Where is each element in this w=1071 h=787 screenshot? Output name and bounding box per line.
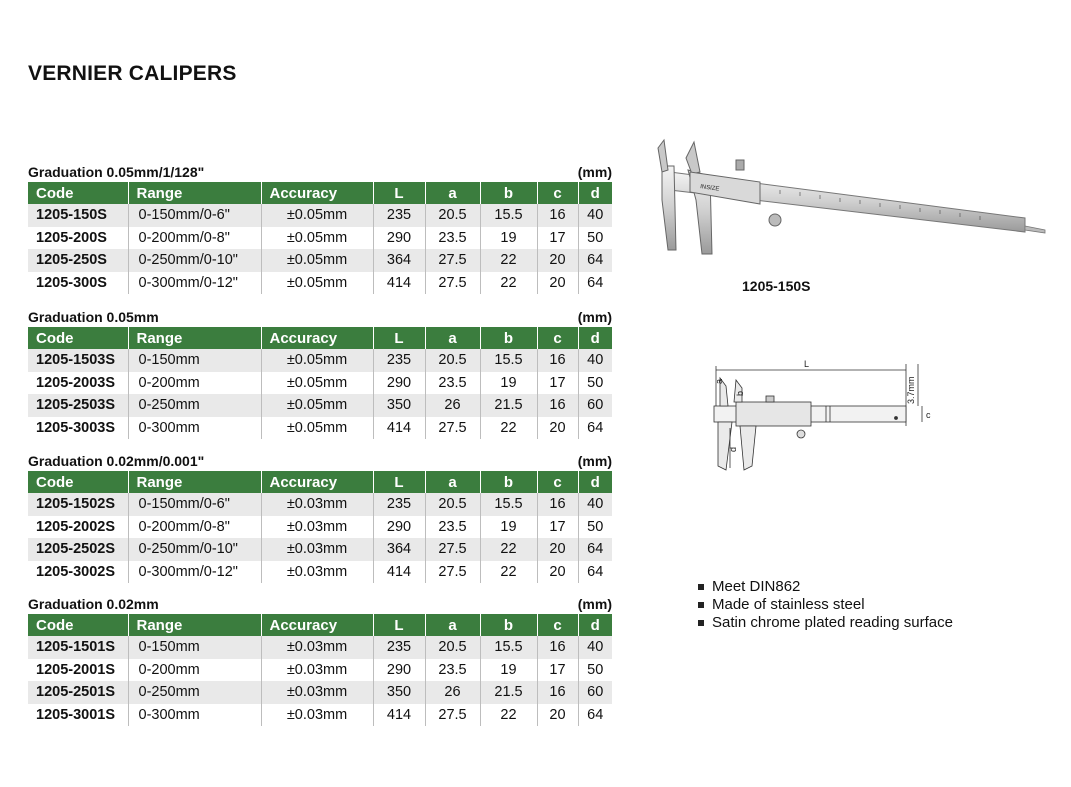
table-cell: 19 (480, 516, 537, 539)
table-header-row (28, 471, 612, 493)
table-row (28, 659, 612, 682)
table-cell: 364 (373, 249, 425, 272)
column-header: a (425, 471, 480, 493)
table-cell: 235 (373, 636, 425, 659)
table-cell: 27.5 (425, 561, 480, 584)
graduation-label: Graduation 0.05mm/1/128" (28, 164, 205, 180)
table-cell: 290 (373, 227, 425, 250)
table-cell: ±0.03mm (261, 538, 373, 561)
table-cell: 0-300mm (128, 417, 261, 440)
column-header: Range (128, 327, 261, 349)
bullet-icon (698, 620, 704, 626)
brand-mark: INSIZE (699, 184, 720, 193)
feature-text: Made of stainless steel (712, 596, 865, 613)
unit-label: (mm) (577, 453, 612, 469)
table-cell: 27.5 (425, 417, 480, 440)
table-cell: 50 (578, 372, 612, 395)
label-d: d (728, 446, 738, 452)
column-header: d (578, 471, 612, 493)
table-cell: 20.5 (425, 349, 480, 372)
label-thickness: 3.7mm (906, 376, 916, 404)
column-header: Code (28, 614, 128, 636)
table-cell: 0-200mm/0-8" (128, 227, 261, 250)
table-cell: 22 (480, 417, 537, 440)
table-row (28, 538, 612, 561)
table-cell: ±0.05mm (261, 227, 373, 250)
table-cell: 0-250mm/0-10" (128, 249, 261, 272)
table-cell: 64 (578, 249, 612, 272)
section-header (28, 160, 612, 182)
table-cell: 20 (537, 272, 578, 295)
table-cell: ±0.05mm (261, 417, 373, 440)
spec-section (28, 160, 612, 294)
table-row (28, 417, 612, 440)
table-cell: 414 (373, 704, 425, 727)
table-cell: 23.5 (425, 659, 480, 682)
table-row (28, 516, 612, 539)
code-cell: 1205-2501S (28, 681, 128, 704)
table-cell: 40 (578, 349, 612, 372)
code-cell: 1205-1503S (28, 349, 128, 372)
table-cell: 0-300mm (128, 704, 261, 727)
column-header: Accuracy (261, 471, 373, 493)
column-header: Code (28, 471, 128, 493)
table-row (28, 636, 612, 659)
table-row (28, 493, 612, 516)
table-cell: 21.5 (480, 681, 537, 704)
table-cell: ±0.03mm (261, 659, 373, 682)
column-header: L (373, 327, 425, 349)
table-cell: 0-200mm/0-8" (128, 516, 261, 539)
feature-text: Meet DIN862 (712, 578, 801, 595)
table-cell: ±0.03mm (261, 704, 373, 727)
table-cell: 26 (425, 681, 480, 704)
column-header: b (480, 614, 537, 636)
table-cell: 0-300mm/0-12" (128, 272, 261, 295)
page-title: VERNIER CALIPERS (28, 62, 237, 85)
table-cell: 20 (537, 704, 578, 727)
label-a: a (714, 378, 724, 384)
column-header: d (578, 327, 612, 349)
spec-table (28, 614, 612, 726)
column-header: d (578, 182, 612, 204)
code-cell: 1205-3001S (28, 704, 128, 727)
table-cell: 350 (373, 394, 425, 417)
table-cell: 20 (537, 417, 578, 440)
section-header (28, 449, 612, 471)
table-cell: 290 (373, 372, 425, 395)
table-cell: 414 (373, 272, 425, 295)
table-row (28, 681, 612, 704)
code-cell: 1205-150S (28, 204, 128, 227)
table-cell: 22 (480, 249, 537, 272)
graduation-label: Graduation 0.02mm/0.001" (28, 453, 205, 469)
table-cell: 26 (425, 394, 480, 417)
table-cell: 50 (578, 659, 612, 682)
table-cell: 60 (578, 681, 612, 704)
table-cell: ±0.03mm (261, 516, 373, 539)
table-header-row (28, 614, 612, 636)
label-c: c (926, 410, 931, 420)
table-cell: 40 (578, 204, 612, 227)
caliper-dimension-diagram-icon (696, 356, 941, 478)
column-header: a (425, 614, 480, 636)
table-cell: ±0.05mm (261, 249, 373, 272)
table-cell: 64 (578, 538, 612, 561)
spec-section (28, 305, 612, 439)
column-header: c (537, 182, 578, 204)
graduation-label: Graduation 0.02mm (28, 596, 159, 612)
table-cell: 40 (578, 636, 612, 659)
column-header: Range (128, 614, 261, 636)
table-cell: 50 (578, 516, 612, 539)
table-cell: 22 (480, 561, 537, 584)
table-cell: 64 (578, 417, 612, 440)
code-cell: 1205-2503S (28, 394, 128, 417)
table-cell: 16 (537, 349, 578, 372)
column-header: Code (28, 182, 128, 204)
table-header-row (28, 182, 612, 204)
table-cell: 0-150mm (128, 349, 261, 372)
column-header: c (537, 471, 578, 493)
column-header: a (425, 327, 480, 349)
table-header-row (28, 327, 612, 349)
feature-item (698, 614, 953, 632)
column-header: L (373, 182, 425, 204)
table-cell: 23.5 (425, 372, 480, 395)
table-row (28, 394, 612, 417)
table-cell: 19 (480, 659, 537, 682)
label-b: b (735, 390, 745, 396)
table-cell: ±0.03mm (261, 561, 373, 584)
table-cell: 27.5 (425, 249, 480, 272)
column-header: Accuracy (261, 614, 373, 636)
code-cell: 1205-300S (28, 272, 128, 295)
table-cell: 22 (480, 538, 537, 561)
table-cell: 350 (373, 681, 425, 704)
table-cell: 16 (537, 493, 578, 516)
table-cell: 16 (537, 636, 578, 659)
column-header: L (373, 614, 425, 636)
bullet-icon (698, 584, 704, 590)
caliper-photo (640, 130, 1050, 260)
column-header: L (373, 471, 425, 493)
table-cell: ±0.03mm (261, 681, 373, 704)
table-cell: 23.5 (425, 516, 480, 539)
table-cell: 0-200mm (128, 659, 261, 682)
table-cell: 414 (373, 417, 425, 440)
feature-text: Satin chrome plated reading surface (712, 614, 953, 631)
column-header: b (480, 471, 537, 493)
table-cell: 40 (578, 493, 612, 516)
section-header (28, 592, 612, 614)
column-header: c (537, 614, 578, 636)
unit-label: (mm) (577, 596, 612, 612)
column-header: d (578, 614, 612, 636)
table-cell: 0-200mm (128, 372, 261, 395)
table-cell: 21.5 (480, 394, 537, 417)
caliper-dimension-diagram (696, 356, 941, 478)
table-cell: ±0.05mm (261, 394, 373, 417)
table-cell: ±0.05mm (261, 272, 373, 295)
table-cell: 20 (537, 561, 578, 584)
table-cell: 64 (578, 561, 612, 584)
column-header: Range (128, 182, 261, 204)
table-cell: 20 (537, 538, 578, 561)
unit-label: (mm) (577, 164, 612, 180)
table-cell: 22 (480, 272, 537, 295)
table-cell: 16 (537, 681, 578, 704)
table-cell: 20.5 (425, 204, 480, 227)
table-cell: 19 (480, 227, 537, 250)
table-cell: 19 (480, 372, 537, 395)
table-row (28, 249, 612, 272)
table-cell: 20.5 (425, 493, 480, 516)
code-cell: 1205-2502S (28, 538, 128, 561)
table-cell: ±0.05mm (261, 204, 373, 227)
code-cell: 1205-2001S (28, 659, 128, 682)
table-cell: 60 (578, 394, 612, 417)
spec-section (28, 449, 612, 583)
table-cell: 15.5 (480, 349, 537, 372)
feature-list (698, 578, 953, 632)
table-cell: 235 (373, 493, 425, 516)
table-cell: 20 (537, 249, 578, 272)
table-cell: 16 (537, 204, 578, 227)
graduation-label: Graduation 0.05mm (28, 309, 159, 325)
table-cell: 235 (373, 204, 425, 227)
table-cell: 0-300mm/0-12" (128, 561, 261, 584)
table-cell: 64 (578, 704, 612, 727)
table-cell: 15.5 (480, 636, 537, 659)
table-row (28, 704, 612, 727)
bullet-icon (698, 602, 704, 608)
table-cell: 17 (537, 372, 578, 395)
vernier-caliper-photo-icon (640, 130, 1050, 260)
table-cell: 27.5 (425, 538, 480, 561)
table-row (28, 372, 612, 395)
table-cell: 17 (537, 516, 578, 539)
code-cell: 1205-2002S (28, 516, 128, 539)
column-header: Accuracy (261, 182, 373, 204)
table-cell: 22 (480, 704, 537, 727)
table-row (28, 561, 612, 584)
table-cell: 0-150mm/0-6" (128, 204, 261, 227)
code-cell: 1205-250S (28, 249, 128, 272)
table-cell: 23.5 (425, 227, 480, 250)
table-cell: ±0.03mm (261, 493, 373, 516)
column-header: Range (128, 471, 261, 493)
table-row (28, 349, 612, 372)
code-cell: 1205-3003S (28, 417, 128, 440)
table-cell: 0-150mm (128, 636, 261, 659)
table-row (28, 204, 612, 227)
feature-item (698, 596, 953, 614)
table-cell: 0-150mm/0-6" (128, 493, 261, 516)
spec-table (28, 327, 612, 439)
photo-caption: 1205-150S (742, 278, 811, 294)
section-header (28, 305, 612, 327)
code-cell: 1205-1502S (28, 493, 128, 516)
table-cell: 290 (373, 516, 425, 539)
column-header: b (480, 182, 537, 204)
feature-item (698, 578, 953, 596)
table-row (28, 272, 612, 295)
column-header: c (537, 327, 578, 349)
spec-section (28, 592, 612, 726)
table-cell: 20.5 (425, 636, 480, 659)
table-cell: 0-250mm (128, 394, 261, 417)
table-cell: 27.5 (425, 272, 480, 295)
code-cell: 1205-1501S (28, 636, 128, 659)
table-cell: 16 (537, 394, 578, 417)
table-cell: 414 (373, 561, 425, 584)
code-cell: 1205-200S (28, 227, 128, 250)
table-cell: 0-250mm (128, 681, 261, 704)
table-cell: 15.5 (480, 204, 537, 227)
table-cell: 17 (537, 227, 578, 250)
label-L: L (804, 359, 810, 369)
code-cell: 1205-2003S (28, 372, 128, 395)
column-header: b (480, 327, 537, 349)
code-cell: 1205-3002S (28, 561, 128, 584)
column-header: Accuracy (261, 327, 373, 349)
table-cell: 0-250mm/0-10" (128, 538, 261, 561)
table-cell: 50 (578, 227, 612, 250)
table-cell: 64 (578, 272, 612, 295)
table-cell: ±0.03mm (261, 636, 373, 659)
spec-table (28, 182, 612, 294)
column-header: a (425, 182, 480, 204)
table-cell: 364 (373, 538, 425, 561)
unit-label: (mm) (577, 309, 612, 325)
table-cell: 235 (373, 349, 425, 372)
table-cell: ±0.05mm (261, 349, 373, 372)
spec-table (28, 471, 612, 583)
table-cell: 27.5 (425, 704, 480, 727)
table-cell: 15.5 (480, 493, 537, 516)
table-cell: 290 (373, 659, 425, 682)
table-cell: 17 (537, 659, 578, 682)
table-cell: ±0.05mm (261, 372, 373, 395)
table-row (28, 227, 612, 250)
column-header: Code (28, 327, 128, 349)
